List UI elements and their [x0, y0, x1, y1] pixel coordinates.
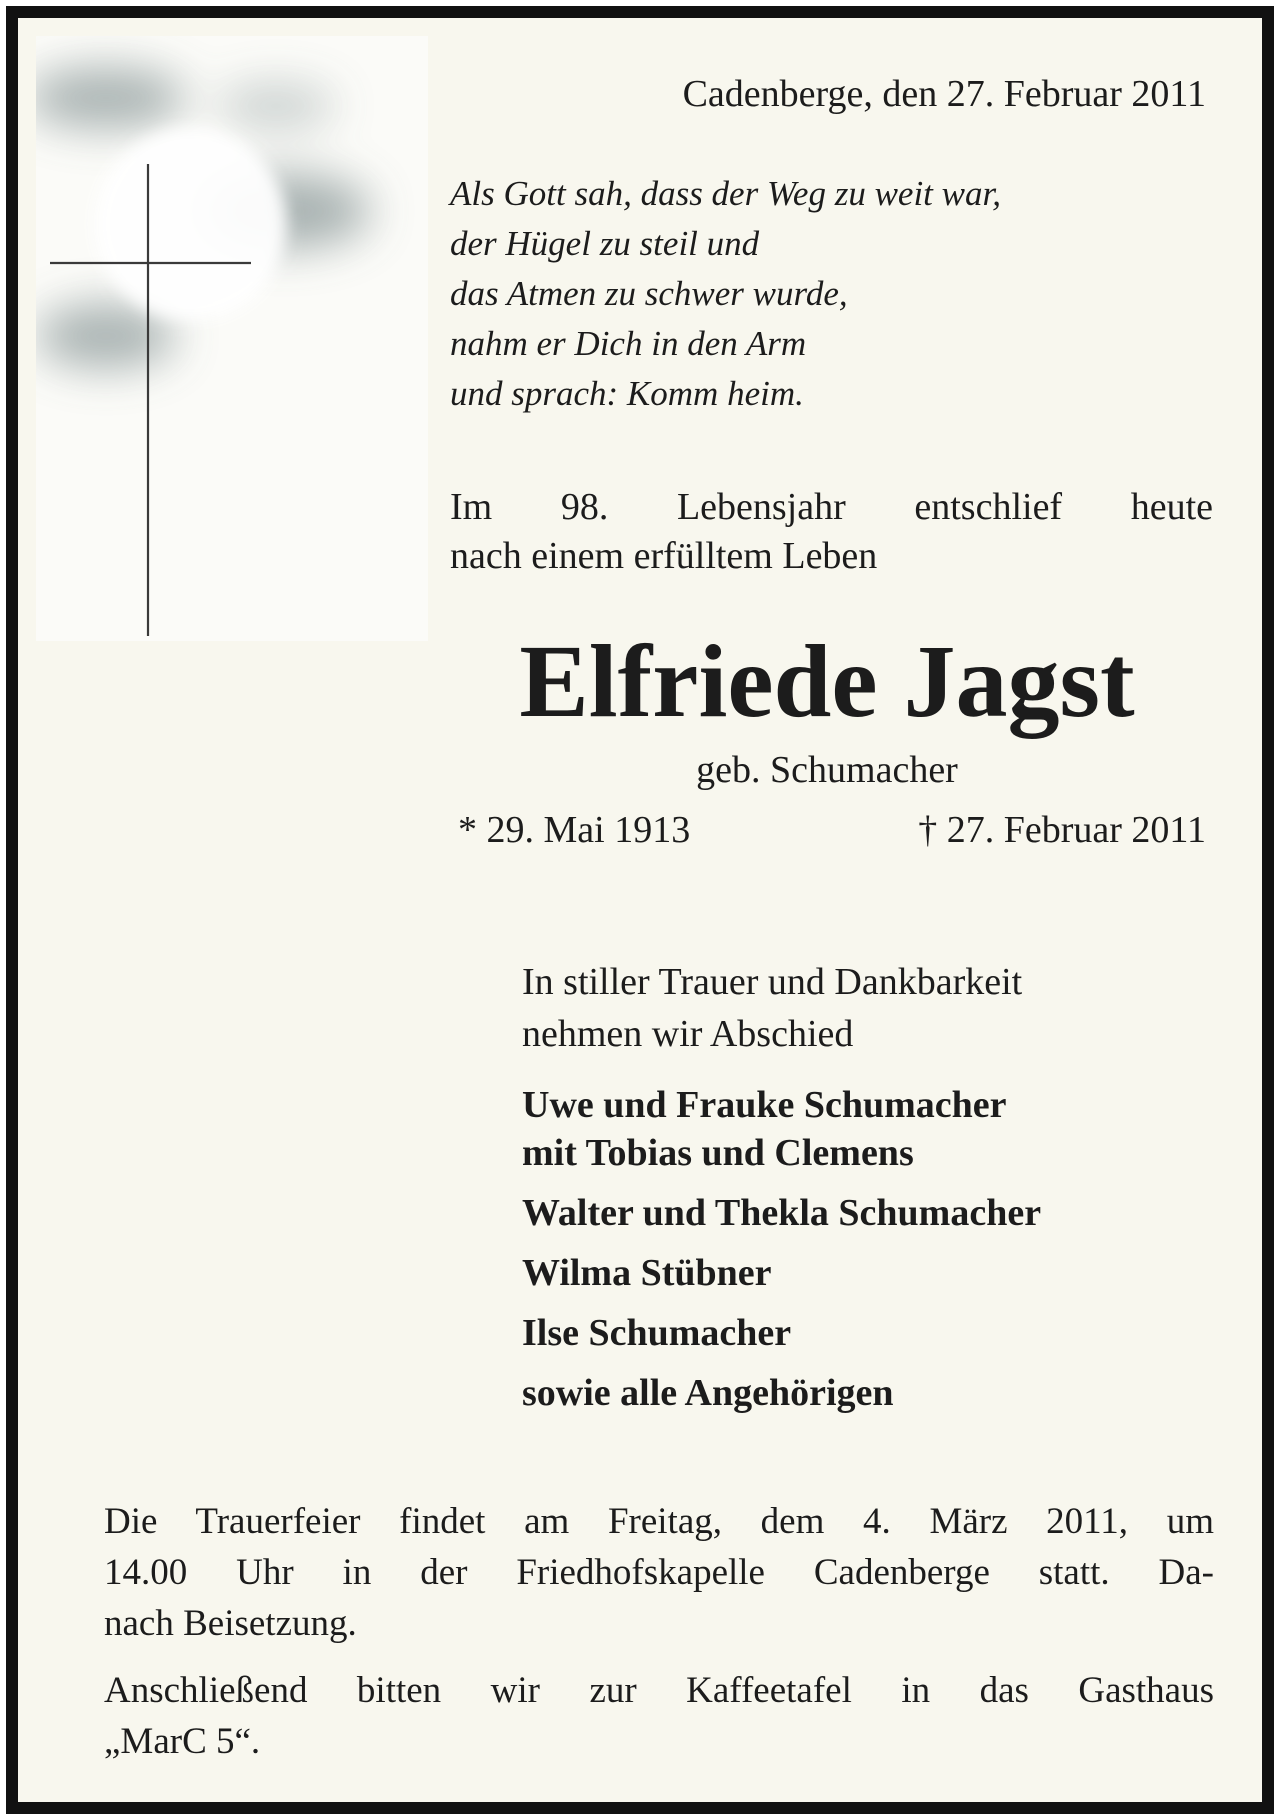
- family-entry: Walter und Thekla Schumacher: [522, 1192, 1042, 1234]
- service-line: 14.00 Uhr in der Friedhofskapelle Cadenberge statt. Da-: [104, 1552, 1214, 1593]
- birth-date: * 29. Mai 1913: [458, 809, 691, 851]
- intro-line: nach einem erfülltem Leben: [450, 535, 878, 577]
- service-line: nach Beisetzung.: [104, 1603, 357, 1644]
- poem-line: das Atmen zu schwer wurde,: [450, 274, 848, 313]
- mourning-line: nehmen wir Abschied: [522, 1013, 854, 1055]
- family-entry-line: mit Tobias und Clemens: [522, 1132, 914, 1174]
- poem-line: nahm er Dich in den Arm: [450, 324, 807, 363]
- maiden-name: geb. Schumacher: [696, 749, 958, 791]
- cross-icon: [36, 36, 428, 641]
- mourning-text: [522, 956, 1022, 1060]
- place-date: Cadenberge, den 27. Februar 2011: [682, 73, 1206, 115]
- service-line: „MarC 5“.: [104, 1721, 261, 1762]
- family-list: [522, 1081, 1041, 1429]
- cross-moon-illustration: [36, 36, 428, 641]
- poem-line: Als Gott sah, dass der Weg zu weit war,: [450, 174, 1001, 213]
- service-line: Die Trauerfeier findet am Freitag, dem 4. März 2011, um: [104, 1501, 1214, 1542]
- service-line: Anschließend bitten wir zur Kaffeetafel in das Gasthaus: [104, 1670, 1214, 1711]
- service-info: [104, 1496, 1214, 1767]
- family-entry: Wilma Stübner: [522, 1252, 772, 1294]
- family-entry: sowie alle Angehörigen: [522, 1372, 894, 1414]
- intro-text: [450, 483, 1213, 581]
- death-date: † 27. Februar 2011: [918, 809, 1206, 851]
- intro-line: Im 98. Lebensjahr entschlief heute: [450, 486, 1213, 528]
- obituary-notice: [6, 6, 1274, 1814]
- life-dates: [458, 808, 1206, 852]
- poem-line: der Hügel zu steil und: [450, 224, 760, 263]
- mourning-line: In stiller Trauer und Dankbarkeit: [522, 961, 1023, 1003]
- deceased-name: Elfriede Jagst: [519, 624, 1135, 739]
- family-entry-line: Uwe und Frauke Schumacher: [522, 1084, 1007, 1126]
- poem: [450, 169, 1001, 419]
- family-entry: Ilse Schumacher: [522, 1312, 792, 1354]
- poem-line: und sprach: Komm heim.: [450, 374, 804, 413]
- family-entry: [522, 1081, 1041, 1177]
